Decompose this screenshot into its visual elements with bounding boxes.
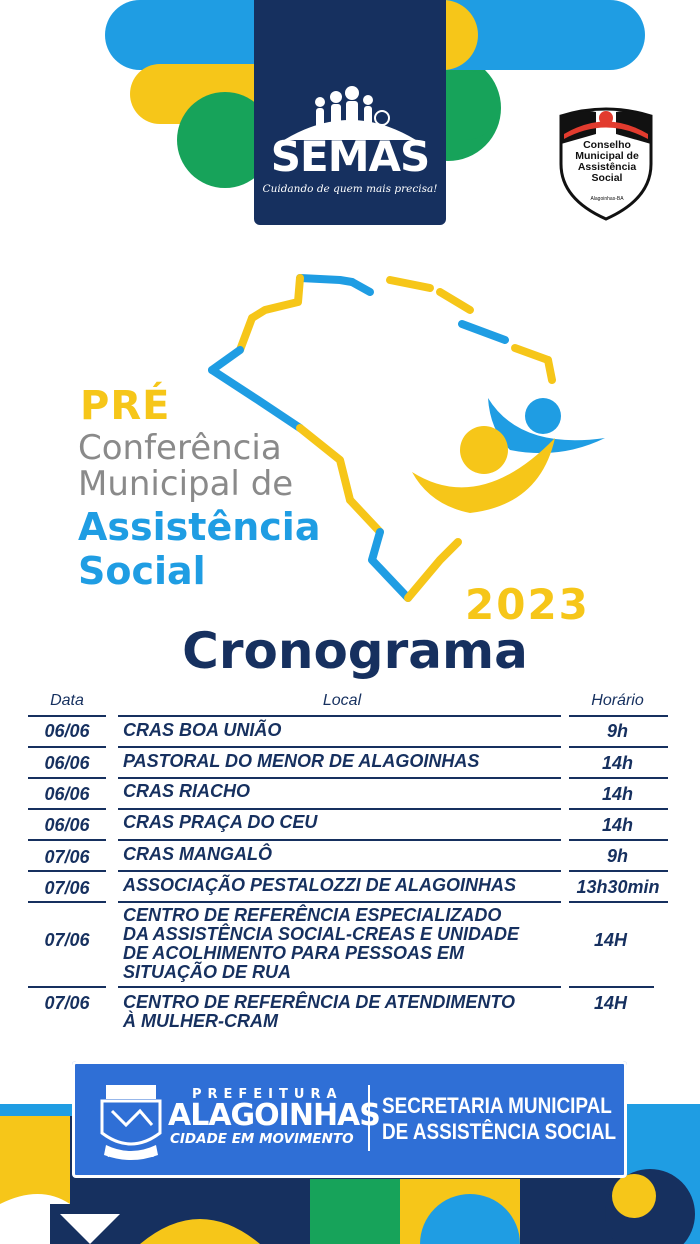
- semas-tagline: Cuidando de quem mais precisa!: [262, 183, 438, 195]
- secretaria-name: [382, 1093, 616, 1145]
- table-row-date: 07/06: [44, 878, 90, 898]
- table-row-place: PASTORAL DO MENOR DE ALAGOINHAS: [123, 751, 480, 771]
- divider: [118, 746, 561, 748]
- event-pre-label: PRÉ: [80, 383, 171, 429]
- divider: [28, 839, 106, 841]
- divider: [28, 777, 106, 779]
- table-row-date: 06/06: [44, 784, 90, 804]
- divider: [28, 870, 106, 872]
- divider: [569, 746, 668, 748]
- table-row-time: 9h: [606, 846, 628, 866]
- table-row-time: 14H: [593, 993, 628, 1013]
- cmas-location: Alagoinhas-BA: [590, 196, 624, 202]
- column-header-place: Local: [322, 692, 362, 709]
- table-row-time: 14h: [601, 784, 634, 804]
- divider: [569, 808, 668, 810]
- family-icon: [254, 0, 446, 140]
- city-motto: CIDADE EM MOVIMENTO: [170, 1131, 354, 1147]
- place-line: CENTRO DE REFERÊNCIA ESPECIALIZADO: [123, 905, 502, 925]
- divider: [118, 986, 561, 988]
- prefeitura-label: PREFEITURA: [192, 1087, 343, 1102]
- divider: [118, 777, 561, 779]
- table-row-time: 14h: [601, 753, 634, 773]
- place-line: DA ASSISTÊNCIA SOCIAL-CREAS E UNIDADE: [123, 924, 520, 944]
- divider: [28, 986, 106, 988]
- event-title-line: Conferência: [78, 428, 282, 468]
- divider: [28, 746, 106, 748]
- table-row-place: CRAS BOA UNIÃO: [123, 720, 282, 740]
- divider: [28, 901, 106, 903]
- city-name: ALAGOINHAS: [168, 1098, 380, 1133]
- event-title-line: Municipal de: [78, 464, 294, 504]
- schedule-title: Cronograma: [182, 622, 528, 680]
- divider: [118, 901, 561, 903]
- divider: [569, 715, 668, 717]
- table-row-place: CRAS RIACHO: [123, 781, 251, 801]
- event-year: 2023: [465, 580, 590, 629]
- event-assistance-title: [78, 505, 320, 593]
- divider: [569, 901, 668, 903]
- event-title-line: Social: [78, 549, 206, 593]
- divider: [28, 808, 106, 810]
- secretaria-line: SECRETARIA MUNICIPAL: [382, 1093, 612, 1118]
- table-row-place: [123, 993, 563, 1031]
- place-line: DE ACOLHIMENTO PARA PESSOAS EM: [123, 943, 465, 963]
- table-row-time: 14h: [601, 815, 634, 835]
- divider: [569, 839, 668, 841]
- divider: [569, 870, 668, 872]
- table-row-date: 06/06: [44, 815, 90, 835]
- place-line: À MULHER-CRAM: [123, 1011, 278, 1031]
- semas-name: SEMAS: [270, 132, 430, 181]
- cmas-name-line: Municipal de: [575, 150, 639, 162]
- semas-logo: [254, 0, 446, 225]
- table-row-date: 07/06: [44, 993, 90, 1013]
- cmas-name-line: Social: [591, 172, 623, 184]
- table-row-date: 06/06: [44, 753, 90, 773]
- column-header-time: Horário: [591, 692, 644, 709]
- table-row-date: 06/06: [44, 721, 90, 741]
- table-row-place: CRAS PRAÇA DO CEU: [123, 812, 318, 832]
- event-conference-title: [78, 430, 293, 502]
- divider: [118, 870, 561, 872]
- cmas-name-line: Assistência: [577, 161, 637, 173]
- secretaria-line: DE ASSISTÊNCIA SOCIAL: [382, 1119, 617, 1144]
- table-row-time: 13h30min: [576, 877, 660, 897]
- divider: [569, 777, 668, 779]
- cmas-name: [566, 140, 648, 184]
- table-row-time: 9h: [606, 721, 628, 741]
- table-row-time: 14H: [593, 930, 628, 950]
- table-row-date: 07/06: [44, 930, 90, 950]
- table-row-place: [123, 906, 563, 982]
- divider: [569, 986, 654, 988]
- place-line: CENTRO DE REFERÊNCIA DE ATENDIMENTO: [123, 992, 516, 1012]
- divider: [118, 839, 561, 841]
- table-row-place: ASSOCIAÇÃO PESTALOZZI DE ALAGOINHAS: [123, 875, 517, 895]
- divider: [118, 808, 561, 810]
- table-row-place: CRAS MANGALÔ: [123, 844, 272, 864]
- event-title-line: Assistência: [78, 505, 321, 549]
- crest-label: ALAGOINHAS: [107, 1152, 155, 1159]
- table-row-date: 07/06: [44, 847, 90, 867]
- divider: [28, 715, 106, 717]
- place-line: SITUAÇÃO DE RUA: [123, 962, 292, 982]
- divider: [118, 715, 561, 717]
- cmas-name-line: Conselho: [583, 139, 631, 151]
- column-header-date: Data: [50, 692, 84, 709]
